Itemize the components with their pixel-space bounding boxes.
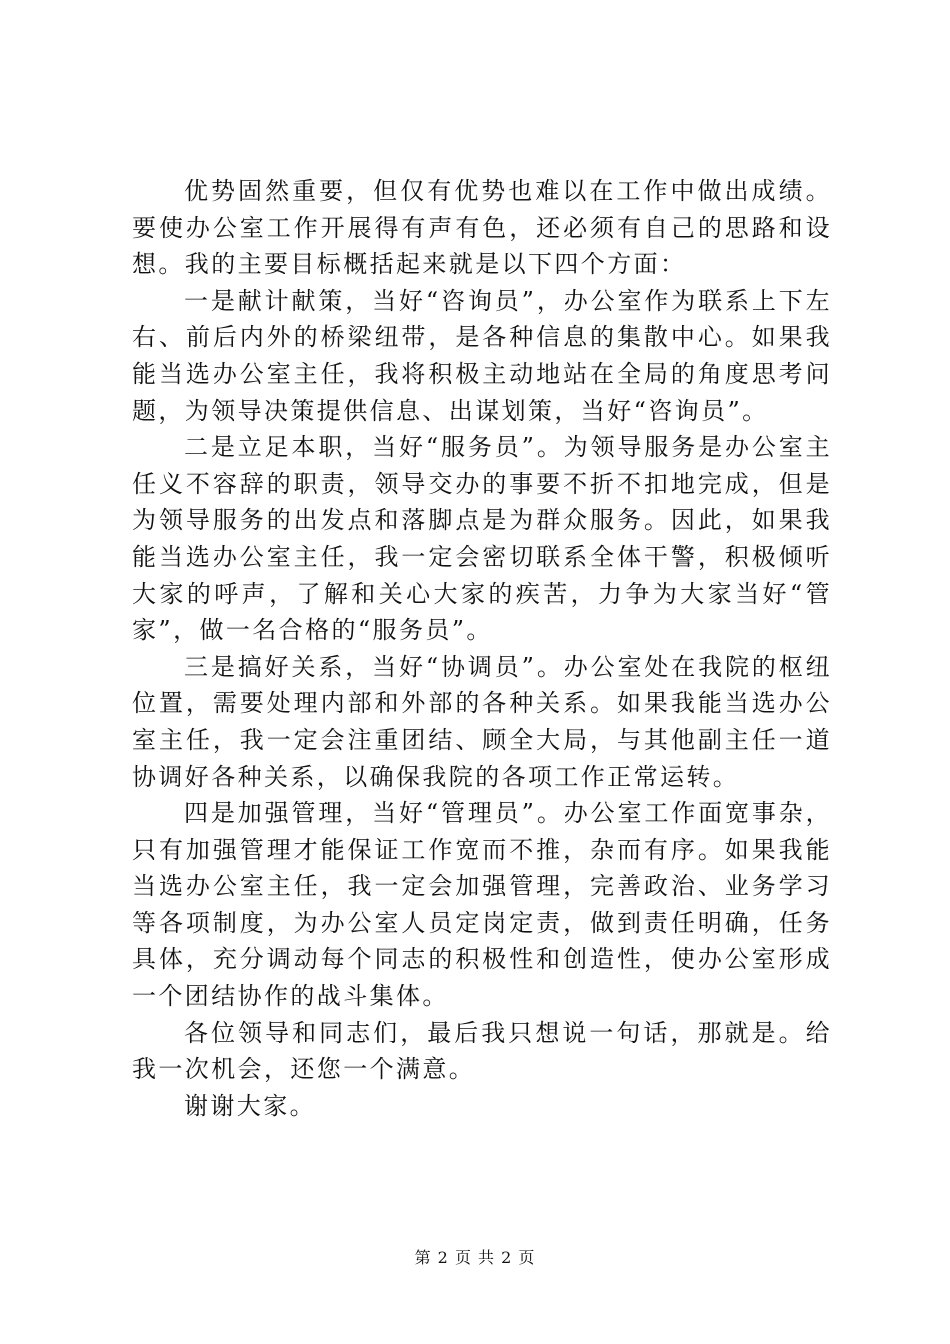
document-body: [132, 173, 832, 1124]
paragraph-goal-coordinator: 三是搞好关系，当好“协调员”。办公室处在我院的枢纽位置，需要处理内部和外部的各种关系。如果我能当选办公室主任，我一定会注重团结、顾全大局，与其他副主任一道协调好各种关系，以确保我院的各项工作正常运转。: [132, 652, 832, 791]
paragraph-goal-service: 二是立足本职，当好“服务员”。为领导服务是办公室主任义不容辞的职责，领导交办的事要不折不扣地完成，但是为领导服务的出发点和落脚点是为群众服务。因此，如果我能当选办公室主任，我一定会密切联系全体干警，积极倾听大家的呼声，了解和关心大家的疾苦，力争为大家当好“管家”，做一名合格的“服务员”。: [132, 433, 832, 645]
page-number-footer: 第 2 页 共 2 页: [414, 1248, 536, 1267]
paragraph-goal-manager: 四是加强管理，当好“管理员”。办公室工作面宽事杂，只有加强管理才能保证工作宽而不推，杂而有序。如果我能当选办公室主任，我一定会加强管理，完善政治、业务学习等各项制度，为办公室人员定岗定责，做到责任明确，任务具体，充分调动每个同志的积极性和创造性，使办公室形成一个团结协作的战斗集体。: [132, 799, 832, 1011]
paragraph-intro: 优势固然重要，但仅有优势也难以在工作中做出成绩。要使办公室工作开展得有声有色，还必须有自己的思路和设想。我的主要目标概括起来就是以下四个方面：: [132, 177, 832, 279]
paragraph-closing: 各位领导和同志们，最后我只想说一句话，那就是。给我一次机会，还您一个满意。: [132, 1018, 832, 1084]
paragraph-goal-consultant: 一是献计献策，当好“咨询员”，办公室作为联系上下左右、前后内外的桥梁纽带，是各种信息的集散中心。如果我能当选办公室主任，我将积极主动地站在全局的角度思考问题，为领导决策提供信息、出谋划策，当好“咨询员”。: [132, 286, 832, 425]
paragraph-thanks: 谢谢大家。: [184, 1091, 316, 1120]
